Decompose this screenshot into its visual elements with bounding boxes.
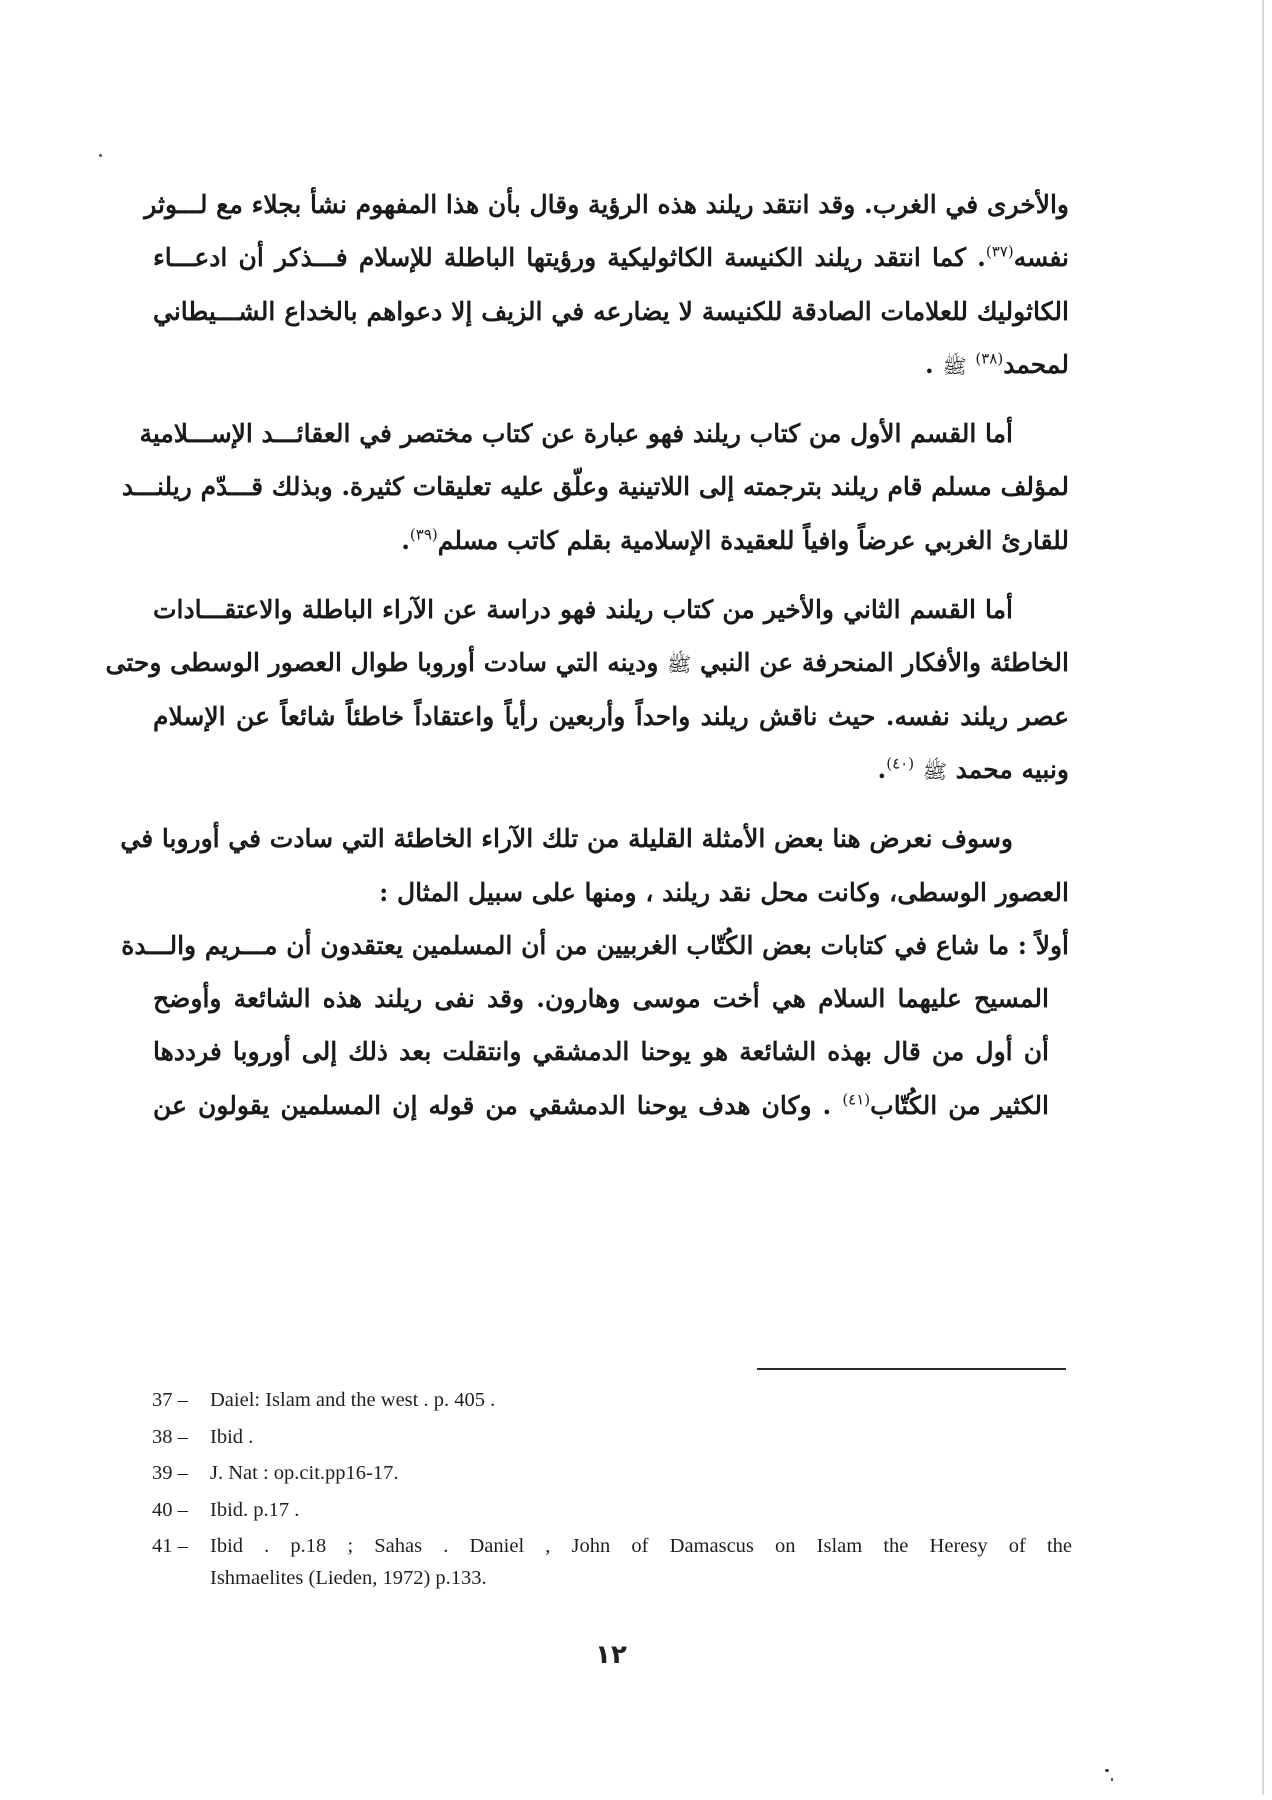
text-fragment: لمحمد bbox=[1003, 349, 1069, 379]
footnote-text: Ibid . bbox=[210, 1425, 254, 1448]
text-line bbox=[105, 636, 1069, 689]
footnote-37 bbox=[152, 1384, 1072, 1421]
text-fragment: الخاطئة والأفكار المنحرفة عن النبي bbox=[700, 648, 1069, 678]
text-line bbox=[153, 743, 1069, 796]
salutation-glyph: ﷺ bbox=[942, 353, 967, 378]
text-line bbox=[153, 338, 1069, 391]
text-line bbox=[153, 514, 1069, 567]
paragraph-example-first bbox=[121, 919, 1069, 1132]
footnote-text-line: Ishmaelites (Lieden, 1972) p.133. bbox=[210, 1567, 487, 1590]
footnote-38 bbox=[152, 1421, 1072, 1458]
salutation-glyph: ﷺ bbox=[667, 652, 692, 677]
page-number: ١٢ bbox=[595, 1640, 627, 1670]
text-fragment: . bbox=[925, 349, 934, 379]
footnote-number: 41 – bbox=[152, 1535, 188, 1558]
text-line bbox=[153, 231, 1069, 284]
text-line: العصور الوسطى، وكانت محل نقد ريلند ، ومنها على سبيل المثال : bbox=[379, 877, 1069, 907]
footnotes bbox=[152, 1384, 1072, 1594]
paragraph bbox=[121, 407, 1069, 567]
paragraph bbox=[120, 812, 1069, 919]
footnote-number: 39 – bbox=[152, 1462, 188, 1485]
text-line: الكاثوليك للعلامات الصادقة للكنيسة لا يضارعه في الزيف إلا دعواهم بالخداع الشـــيطاني bbox=[153, 296, 1069, 326]
footnote-40 bbox=[152, 1494, 1072, 1531]
footnote-text: Daiel: Islam and the west . p. 405 . bbox=[210, 1389, 496, 1411]
footnote-ref-37[interactable]: (٣٧) bbox=[985, 242, 1014, 261]
text-line bbox=[153, 1079, 1069, 1132]
text-line: أما القسم الأول من كتاب ريلند فهو عبارة عن كتاب مختصر في العقائـــد الإســـلامية bbox=[139, 419, 1013, 449]
text-fragment: . bbox=[401, 525, 410, 555]
footnote-number: 37 – bbox=[152, 1389, 188, 1411]
footnote-text-line: Ibid . p.18 ; Sahas . Daniel , John of Damascus on Islam the Heresy of the bbox=[210, 1535, 1072, 1558]
text-fragment: . كما انتقد ريلند الكنيسة الكاثوليكية ورؤيتها الباطلة للإسلام فـــذكر أن ادعـــاء bbox=[153, 243, 986, 273]
scan-speck bbox=[1105, 1769, 1109, 1772]
text-line: أما القسم الثاني والأخير من كتاب ريلند فهو دراسة عن الآراء الباطلة والاعتقـــادات bbox=[153, 595, 1013, 625]
footnote-ref-39[interactable]: (٣٩) bbox=[409, 525, 438, 544]
scan-edge-line bbox=[1262, 0, 1264, 1795]
scan-speck bbox=[1111, 1778, 1113, 1781]
text-fragment: ودينه التي سادت أوروبا طوال العصور الوسطى وحتى bbox=[105, 648, 659, 678]
text-line: لمؤلف مسلم قام ريلند بترجمته إلى اللاتينية وعلّق عليه تعليقات كثيرة. وبذلك قـــدّم ريلنـــد bbox=[121, 472, 1069, 502]
paragraph bbox=[105, 583, 1069, 796]
text-fragment: . bbox=[877, 754, 887, 784]
text-fragment: الكثير من الكُتّاب bbox=[870, 1090, 1049, 1120]
body-text bbox=[105, 178, 1069, 1132]
salutation-glyph: ﷺ bbox=[922, 758, 947, 783]
footnote-ref-40[interactable]: (٤٠) bbox=[886, 754, 915, 773]
footnote-41 bbox=[152, 1530, 1072, 1594]
footnote-number: 38 – bbox=[152, 1425, 188, 1448]
text-line: وسوف نعرض هنا بعض الأمثلة القليلة من تلك الآراء الخاطئة التي سادت في أوروبا في bbox=[120, 824, 1013, 854]
text-line: والأخرى في الغرب. وقد انتقد ريلند هذه الرؤية وقال بأن هذا المفهوم نشأ بجلاء مع لـــوثر bbox=[144, 190, 1069, 219]
text-fragment: للقارئ الغربي عرضاً وافياً للعقيدة الإسلامية بقلم كاتب مسلم bbox=[437, 525, 1069, 555]
footnote-ref-38[interactable]: (٣٨) bbox=[975, 349, 1004, 368]
footnote-divider bbox=[757, 1368, 1066, 1370]
footnote-text: J. Nat : op.cit.pp16-17. bbox=[210, 1462, 399, 1485]
text-fragment: . وكان هدف يوحنا الدمشقي من قوله إن المسلمين يقولون عن bbox=[153, 1090, 832, 1120]
footnote-text: Ibid. p.17 . bbox=[210, 1498, 300, 1521]
text-fragment: نفسه bbox=[1013, 243, 1069, 273]
scan-speck bbox=[99, 154, 102, 157]
footnote-text bbox=[210, 1530, 1072, 1594]
text-line: أولاً : ما شاع في كتابات بعض الكُتّاب الغربيين من أن المسلمين يعتقدون أن مـــريم والـــدة bbox=[121, 930, 1069, 960]
footnote-number: 40 – bbox=[152, 1498, 188, 1521]
footnote-39 bbox=[152, 1457, 1072, 1494]
text-fragment: ونبيه محمد bbox=[955, 754, 1069, 784]
text-line: عصر ريلند نفسه. حيث ناقش ريلند واحداً وأربعين رأياً واعتقاداً خاطئاً شائعاً عن الإسلام bbox=[153, 701, 1069, 731]
paragraph bbox=[144, 178, 1069, 391]
text-line: أن أول من قال بهذه الشائعة هو يوحنا الدمشقي وانتقلت بعد ذلك إلى أوروبا فرددها bbox=[153, 1037, 1049, 1067]
text-line: المسيح عليهما السلام هي أخت موسى وهارون. وقد نفى ريلند هذه الشائعة وأوضح bbox=[153, 984, 1049, 1014]
footnote-ref-41[interactable]: (٤١) bbox=[842, 1090, 871, 1109]
